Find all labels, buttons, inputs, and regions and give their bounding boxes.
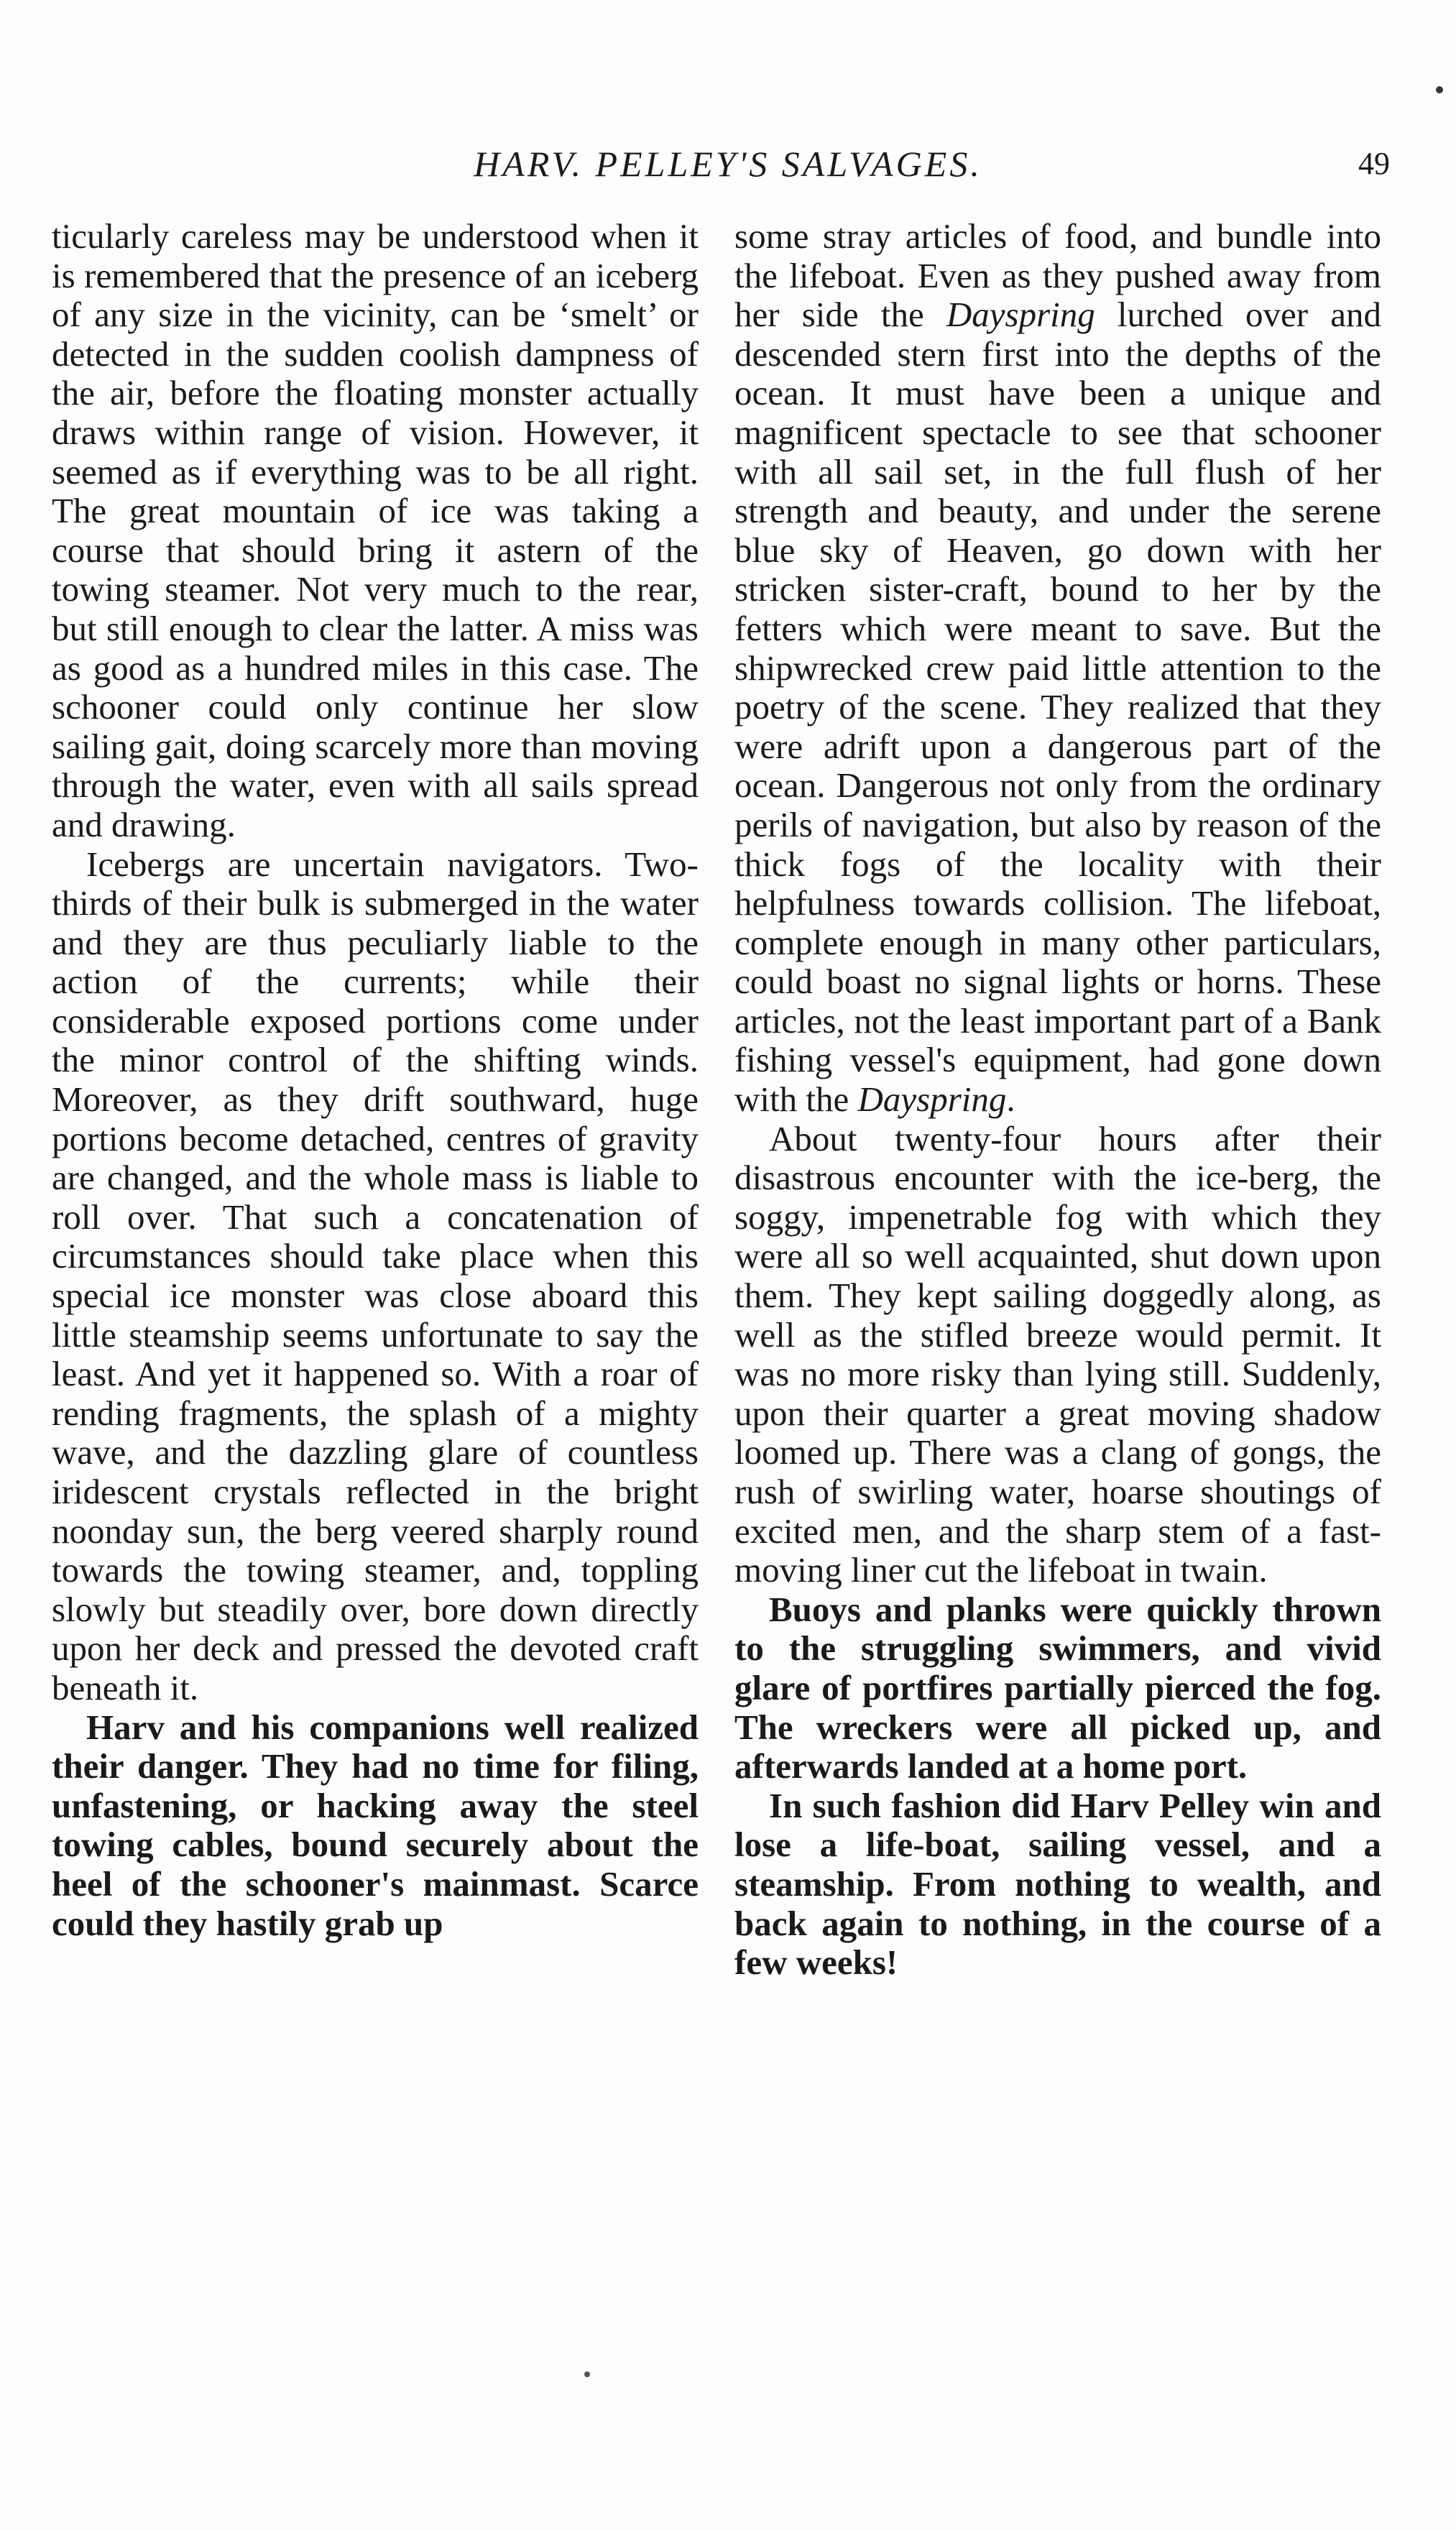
text-column-right xyxy=(734,217,1381,1983)
text-run: . xyxy=(1006,1079,1015,1120)
paragraph: ticularly careless may be understood when it is remembered that the presence of an iceberg of any size in the vicinity, can be ‘smelt’ or detected in the sudden coolish dampness of the air, before the floating monster actually draws within range of vision. However, it seemed as if everything was to be all right. The great mountain of ice was taking a course that should bring it astern of the towing steamer. Not very much to the rear, but still enough to clear the latter. A miss was as good as a hundred miles in this case. The schooner could only continue her slow sailing gait, doing scarcely more than moving through the water, even with all sails spread and drawing. xyxy=(52,216,699,844)
paragraph xyxy=(734,217,1381,1120)
page-number: 49 xyxy=(1358,146,1390,181)
text-column-left xyxy=(52,217,699,1943)
running-title: HARV. PELLEY'S SALVAGES. xyxy=(474,144,982,184)
paragraph: About twenty-four hours after their disastrous encounter with the ice-berg, the soggy, impenetrable fog with which they were all so well acquainted, shut down upon them. They kept sailing doggedly along, as well as the stifled breeze would permit. It was no more risky than lying still. Suddenly, upon their quarter a great moving shadow loomed up. There was a clang of gongs, the rush of swirling water, hoarse shoutings of excited men, and the sharp stem of a fast-moving liner cut the lifeboat in twain. xyxy=(734,1118,1381,1590)
print-speck xyxy=(1436,86,1443,93)
ship-name: Dayspring xyxy=(857,1079,1007,1120)
paragraph: Harv and his companions well realized their danger. They had no time for filing, unfastening, or hacking away the steel towing cables, bound securely about the heel of the schooner's mainmast. Scarce could they hastily grab up xyxy=(52,1707,699,1943)
paragraph: Buoys and planks were quickly thrown to the struggling swimmers, and vivid glare of portfires partially pierced the fog. The wreckers were all picked up, and afterwards landed at a home port. xyxy=(734,1589,1381,1787)
text-run: some stray articles of food, and bundle into the lifeboat. Even as they pushed away from her side the xyxy=(734,216,1381,335)
paragraph: In such fashion did Harv Pelley win and lose a life-boat, sailing vessel, and a steamship. From nothing to wealth, and back again to nothing, in the course of a few weeks! xyxy=(734,1785,1381,1983)
running-head xyxy=(0,135,1456,193)
text-run: lurched over and descended stern first into the depths of the ocean. It must have been a unique and magnificent spectacle to see that schooner with all sail set, in the full flush of her strength and beauty, and under the serene blue sky of Heaven, go down with her stricken sister-craft, bound to her by the fetters which were meant to save. But the shipwrecked crew paid little attention to the poetry of the scene. They realized that they were adrift upon a dangerous part of the ocean. Dangerous not only from the ordinary perils of navigation, but also by reason of the thick fogs of the locality with their helpfulness towards collision. The lifeboat, complete enough in many other particulars, could boast no signal lights or horns. These articles, not the least important part of a Bank fishing vessel's equipment, had gone down with the xyxy=(734,295,1381,1120)
paragraph: Icebergs are uncertain navigators. Two-thirds of their bulk is submerged in the water and they are thus peculiarly liable to the action of the currents; while their considerable exposed portions come under the minor control of the shifting winds. Moreover, as they drift southward, huge portions become detached, centres of gravity are changed, and the whole mass is liable to roll over. That such a concatenation of circumstances should take place when this special ice monster was close aboard this little steamship seems unfortunate to say the least. And yet it happened so. With a roar of rending fragments, the splash of a mighty wave, and the dazzling glare of countless iridescent crystals reflected in the bright noonday sun, the berg veered sharply round towards the towing steamer, and, toppling slowly but steadily over, bore down directly upon her deck and pressed the devoted craft beneath it. xyxy=(52,844,699,1707)
ship-name: Dayspring xyxy=(946,295,1095,335)
print-speck xyxy=(584,2371,590,2377)
